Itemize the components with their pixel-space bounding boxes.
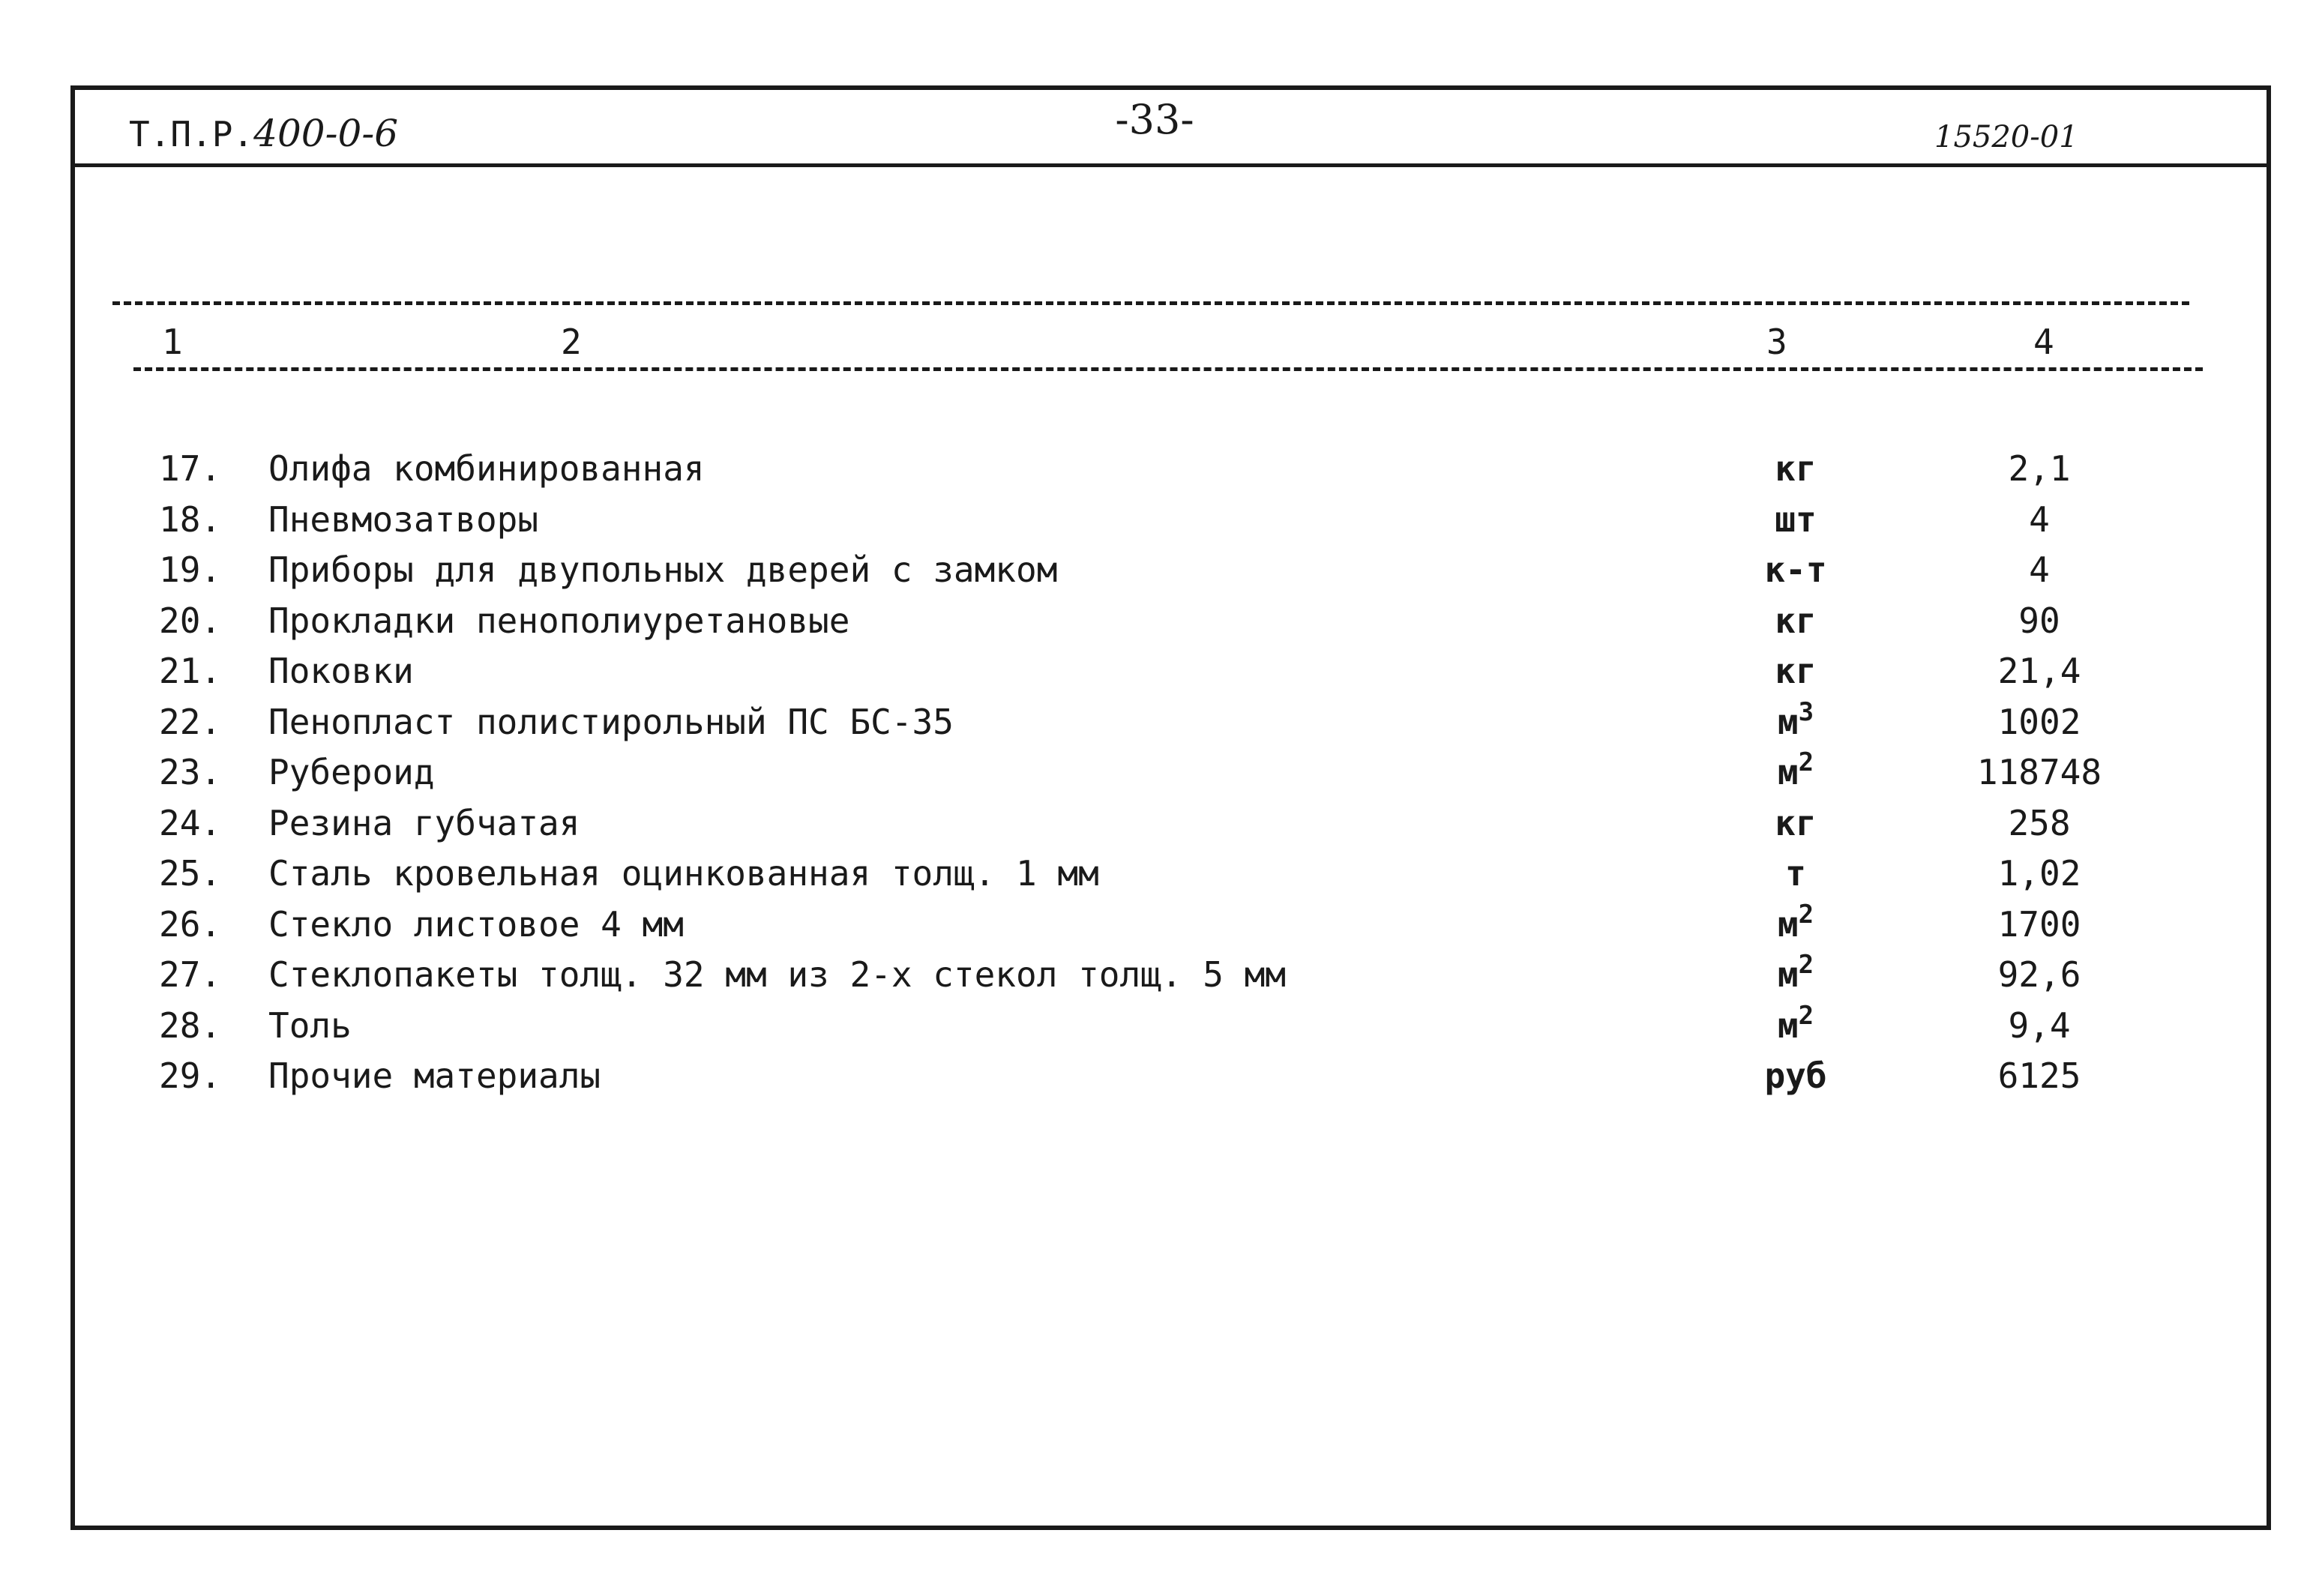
table-row xyxy=(0,798,2304,848)
unit-exponent: 2 xyxy=(1798,899,1814,930)
table-row xyxy=(0,950,2304,999)
table-header-top-rule xyxy=(112,301,2189,305)
unit-label: кг xyxy=(1775,448,1817,489)
material-name: Стекло листовое 4 мм xyxy=(268,903,684,945)
row-number: 24. xyxy=(159,802,222,843)
unit-of-measure xyxy=(1739,950,1852,999)
unit-label: кг xyxy=(1775,651,1817,691)
table-row xyxy=(0,444,2304,493)
row-number: 17. xyxy=(159,448,222,489)
row-number: 25. xyxy=(159,853,222,894)
quantity: 21,4 xyxy=(1997,651,2081,691)
unit-exponent: 2 xyxy=(1798,1000,1814,1031)
material-name: Резина губчатая xyxy=(268,802,580,843)
row-number: 27. xyxy=(159,954,222,995)
row-number: 21. xyxy=(159,651,222,691)
row-number: 18. xyxy=(159,499,222,540)
quantity: 1002 xyxy=(1997,701,2081,742)
unit-exponent: 2 xyxy=(1798,747,1814,777)
row-number: 26. xyxy=(159,903,222,945)
unit-label: м xyxy=(1777,954,1799,995)
document-code-prefix: Т.П.Р. xyxy=(129,114,254,154)
unit-label: т xyxy=(1785,853,1806,894)
table-row xyxy=(0,697,2304,747)
unit-of-measure xyxy=(1739,495,1852,544)
table-row xyxy=(0,545,2304,594)
unit-of-measure xyxy=(1739,596,1852,645)
unit-label: м xyxy=(1777,752,1799,792)
unit-label: м xyxy=(1777,701,1799,742)
unit-of-measure xyxy=(1739,798,1852,848)
unit-of-measure xyxy=(1739,444,1852,493)
unit-of-measure xyxy=(1739,646,1852,696)
row-number: 29. xyxy=(159,1056,222,1096)
unit-exponent: 3 xyxy=(1798,696,1814,727)
quantity: 2,1 xyxy=(2008,448,2071,489)
unit-of-measure xyxy=(1739,849,1852,898)
unit-of-measure xyxy=(1739,697,1852,747)
material-name: Рубероид xyxy=(268,752,435,792)
material-name: Стеклопакеты толщ. 32 мм из 2-х стекол толщ. 5 мм xyxy=(268,954,1287,995)
quantity: 90 xyxy=(2018,600,2060,641)
unit-label: кг xyxy=(1775,600,1817,641)
quantity: 9,4 xyxy=(2008,1005,2071,1046)
unit-label: руб xyxy=(1764,1056,1827,1096)
material-name: Прокладки пенополиуретановые xyxy=(268,600,850,641)
quantity: 1,02 xyxy=(1997,853,2081,894)
material-name: Сталь кровельная оцинкованная толщ. 1 мм xyxy=(268,853,1099,894)
row-number: 23. xyxy=(159,752,222,792)
table-row xyxy=(0,900,2304,949)
page-number: -33- xyxy=(1095,99,1215,141)
document-code xyxy=(129,112,398,155)
unit-of-measure xyxy=(1739,747,1852,797)
unit-of-measure xyxy=(1739,1001,1852,1050)
column-number-4: 4 xyxy=(2029,321,2059,363)
material-name: Приборы для двупольных дверей с замком xyxy=(268,549,1058,590)
quantity: 6125 xyxy=(1997,1056,2081,1096)
unit-label: шт xyxy=(1775,499,1817,540)
unit-label: м xyxy=(1777,903,1799,945)
table-row xyxy=(0,495,2304,544)
unit-of-measure xyxy=(1739,545,1852,594)
unit-exponent: 2 xyxy=(1798,950,1814,980)
quantity: 118748 xyxy=(1976,752,2102,792)
unit-of-measure xyxy=(1739,900,1852,949)
quantity: 258 xyxy=(2008,802,2071,843)
table-row xyxy=(0,747,2304,797)
column-number-2: 2 xyxy=(556,321,586,363)
table-row xyxy=(0,596,2304,645)
unit-of-measure xyxy=(1739,1051,1852,1100)
table-row xyxy=(0,849,2304,898)
table-row xyxy=(0,1001,2304,1050)
material-name: Поковки xyxy=(268,651,414,691)
quantity: 1700 xyxy=(1997,903,2081,945)
document-code-number: 400-0-6 xyxy=(253,112,399,155)
unit-label: м xyxy=(1777,1005,1799,1046)
quantity: 92,6 xyxy=(1997,954,2081,995)
unit-label: к-т xyxy=(1764,549,1827,590)
material-name: Пневмозатворы xyxy=(268,499,539,540)
material-name: Толь xyxy=(268,1005,352,1046)
material-name: Пенопласт полистирольный ПС БС-35 xyxy=(268,701,954,742)
unit-label: кг xyxy=(1775,802,1817,843)
row-number: 20. xyxy=(159,600,222,641)
table-row xyxy=(0,1051,2304,1100)
table-row xyxy=(0,646,2304,696)
row-number: 28. xyxy=(159,1005,222,1046)
column-number-3: 3 xyxy=(1762,321,1792,363)
quantity: 4 xyxy=(2029,549,2050,590)
header-divider xyxy=(70,163,2271,167)
material-name: Олифа комбинированная xyxy=(268,448,705,489)
inventory-number: 15520-01 xyxy=(1934,120,2078,154)
material-name: Прочие материалы xyxy=(268,1056,601,1096)
table-header-bottom-rule xyxy=(133,367,2203,371)
row-number: 19. xyxy=(159,549,222,590)
row-number: 22. xyxy=(159,701,222,742)
column-number-1: 1 xyxy=(157,321,187,363)
quantity: 4 xyxy=(2029,499,2050,540)
